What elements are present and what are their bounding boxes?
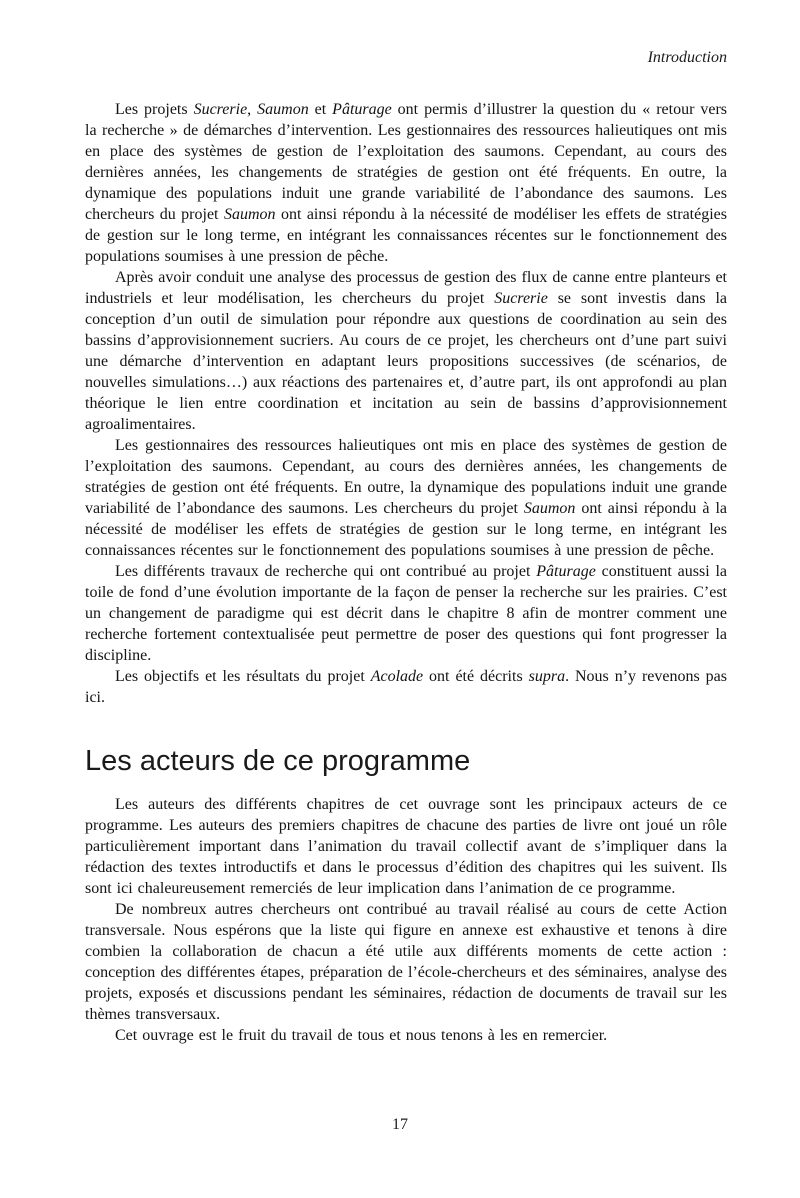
page-content [85,48,727,1046]
section-heading: Les acteurs de ce programme [85,745,471,777]
paragraph: Cet ouvrage est le fruit du travail de tous et nous tenons à les en remercier. [115,1027,608,1044]
paragraph: De nombreux autres chercheurs ont contribué au travail réalisé au cours de cette Action transversale. Nous espérons que la liste qui figure en annexe est exhaustive et tenons à dire combien la collaboration de chacun a été utile aux différents moments de cette action : conception des différentes étapes, préparation de l’école-chercheurs et des séminaires, analyse des projets, exposés et discussions pendant les séminaires, rédaction de documents de travail sur les thèmes transversaux. [85,901,727,1023]
paragraph: Après avoir conduit une analyse des processus de gestion des flux de canne entre planteurs et industriels et leur modélisation, les chercheurs du projet Sucrerie se sont investis dans la conception d’un outil de simulation pour répondre aux questions de coordination au sein des bassins d’approvisionnement sucriers. Au cours de ce projet, les chercheurs ont d’une part suivi une démarche d’intervention en adaptant leurs propositions successives (de scénarios, de nouvelles simulations…) aux réactions des partenaires et, d’autre part, ils ont approfondi au plan théorique le lien entre coordination et incitation au sein de bassins d’approvisionnement agroalimentaires. [85,269,728,433]
paragraph: Les auteurs des différents chapitres de cet ouvrage sont les principaux acteurs de ce programme. Les auteurs des premiers chapitres de chacune des parties de livre ont joué un rôle particulièrement important dans l’animation du travail collectif avant de s’impliquer dans la rédaction des textes introductifs et dans le processus d’édition des chapitres qui les suivent. Ils sont ici chaleureusement remerciés de leur implication dans l’animation de ce programme. [85,796,727,897]
paragraph: Les différents travaux de recherche qui ont contribué au projet Pâturage constituent aussi la toile de fond d’une évolution importante de la façon de penser la recherche sur les prairies. C’est un changement de paradigme qui est décrit dans le chapitre 8 afin de montrer comment une recherche fortement contextualisée peut permettre de poser des questions qui font progresser la discipline. [85,563,727,664]
page-number: 17 [392,1116,408,1133]
paragraph: Les objectifs et les résultats du projet Acolade ont été décrits supra. Nous n’y revenons pas ici. [85,668,727,706]
paragraph: Les gestionnaires des ressources halieutiques ont mis en place des systèmes de gestion de l’exploitation des saumons. Cependant, au cours des dernières années, les changements de stratégies de gestion ont été fréquents. En outre, la dynamique des populations induit une grande variabilité de l’abondance des saumons. Les chercheurs du projet Saumon ont ainsi répondu à la nécessité de modéliser les effets de stratégies de gestion sur le long terme, en intégrant les connaissances récentes sur le fonctionnement des populations soumises à une pression de pêche. [85,437,727,559]
body-text [85,99,727,1046]
paragraph: Les projets Sucrerie, Saumon et Pâturage ont permis d’illustrer la question du « retour vers la recherche » de démarches d’intervention. Les gestionnaires des ressources halieutiques ont mis en place des systèmes de gestion de l’exploitation des saumons. Cependant, au cours des dernières années, les changements de stratégies de gestion ont été fréquents. En outre, la dynamique des populations induit une grande variabilité de l’abondance des saumons. Les chercheurs du projet Saumon ont ainsi répondu à la nécessité de modéliser les effets de stratégies de gestion sur le long terme, en intégrant les connaissances récentes sur le fonctionnement des populations soumises à une pression de pêche. [85,101,728,265]
running-head: Introduction [647,49,727,66]
